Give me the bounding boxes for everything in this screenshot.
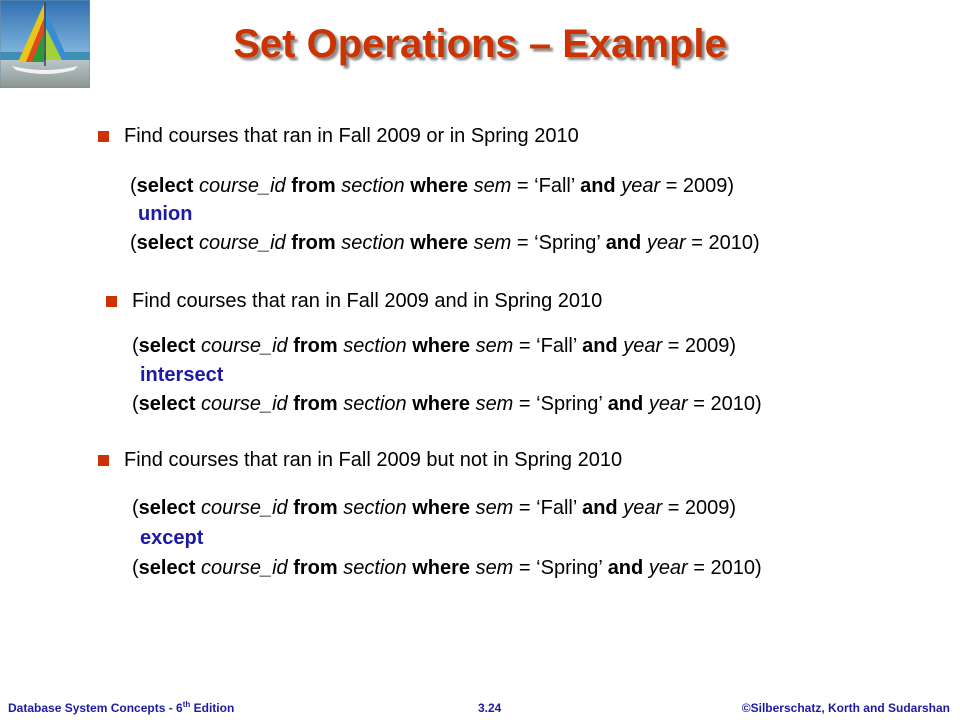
footer-copyright: ©Silberschatz, Korth and Sudarshan	[741, 701, 950, 715]
bullet-text: Find courses that ran in Fall 2009 and in Spring 2010	[132, 290, 603, 312]
query-line: (select course_id from section where sem = ‘Fall’ and year = 2009)	[132, 497, 737, 519]
square-bullet-icon	[106, 296, 117, 307]
logo-image	[0, 0, 90, 88]
footer-book-title: Database System Concepts - 6th Edition	[8, 700, 235, 715]
bullet-text: Find courses that ran in Fall 2009 or in Spring 2010	[124, 125, 579, 147]
query-line: (select course_id from section where sem = ‘Spring’ and year = 2010)	[130, 232, 760, 254]
query-line: (select course_id from section where sem = ‘Spring’ and year = 2010)	[132, 393, 762, 415]
operator-keyword: except	[140, 527, 204, 549]
set-operator	[132, 523, 203, 553]
query-line: (select course_id from section where sem = ‘Fall’ and year = 2009)	[130, 175, 735, 197]
slide-footer	[0, 700, 960, 720]
square-bullet-icon	[98, 131, 109, 142]
query-line: (select course_id from section where sem = ‘Fall’ and year = 2009)	[132, 335, 737, 357]
bullet-text: Find courses that ran in Fall 2009 but not in Spring 2010	[124, 449, 623, 471]
operator-keyword: union	[138, 203, 193, 225]
set-operator	[130, 199, 192, 229]
square-bullet-icon	[98, 455, 109, 466]
page-title: Set Operations – Example	[233, 22, 727, 66]
set-operator	[132, 360, 223, 390]
query-line: (select course_id from section where sem = ‘Spring’ and year = 2010)	[132, 557, 762, 579]
beach-sailboat-icon	[0, 0, 90, 88]
operator-keyword: intersect	[140, 364, 224, 386]
page-number: 3.24	[478, 701, 502, 715]
